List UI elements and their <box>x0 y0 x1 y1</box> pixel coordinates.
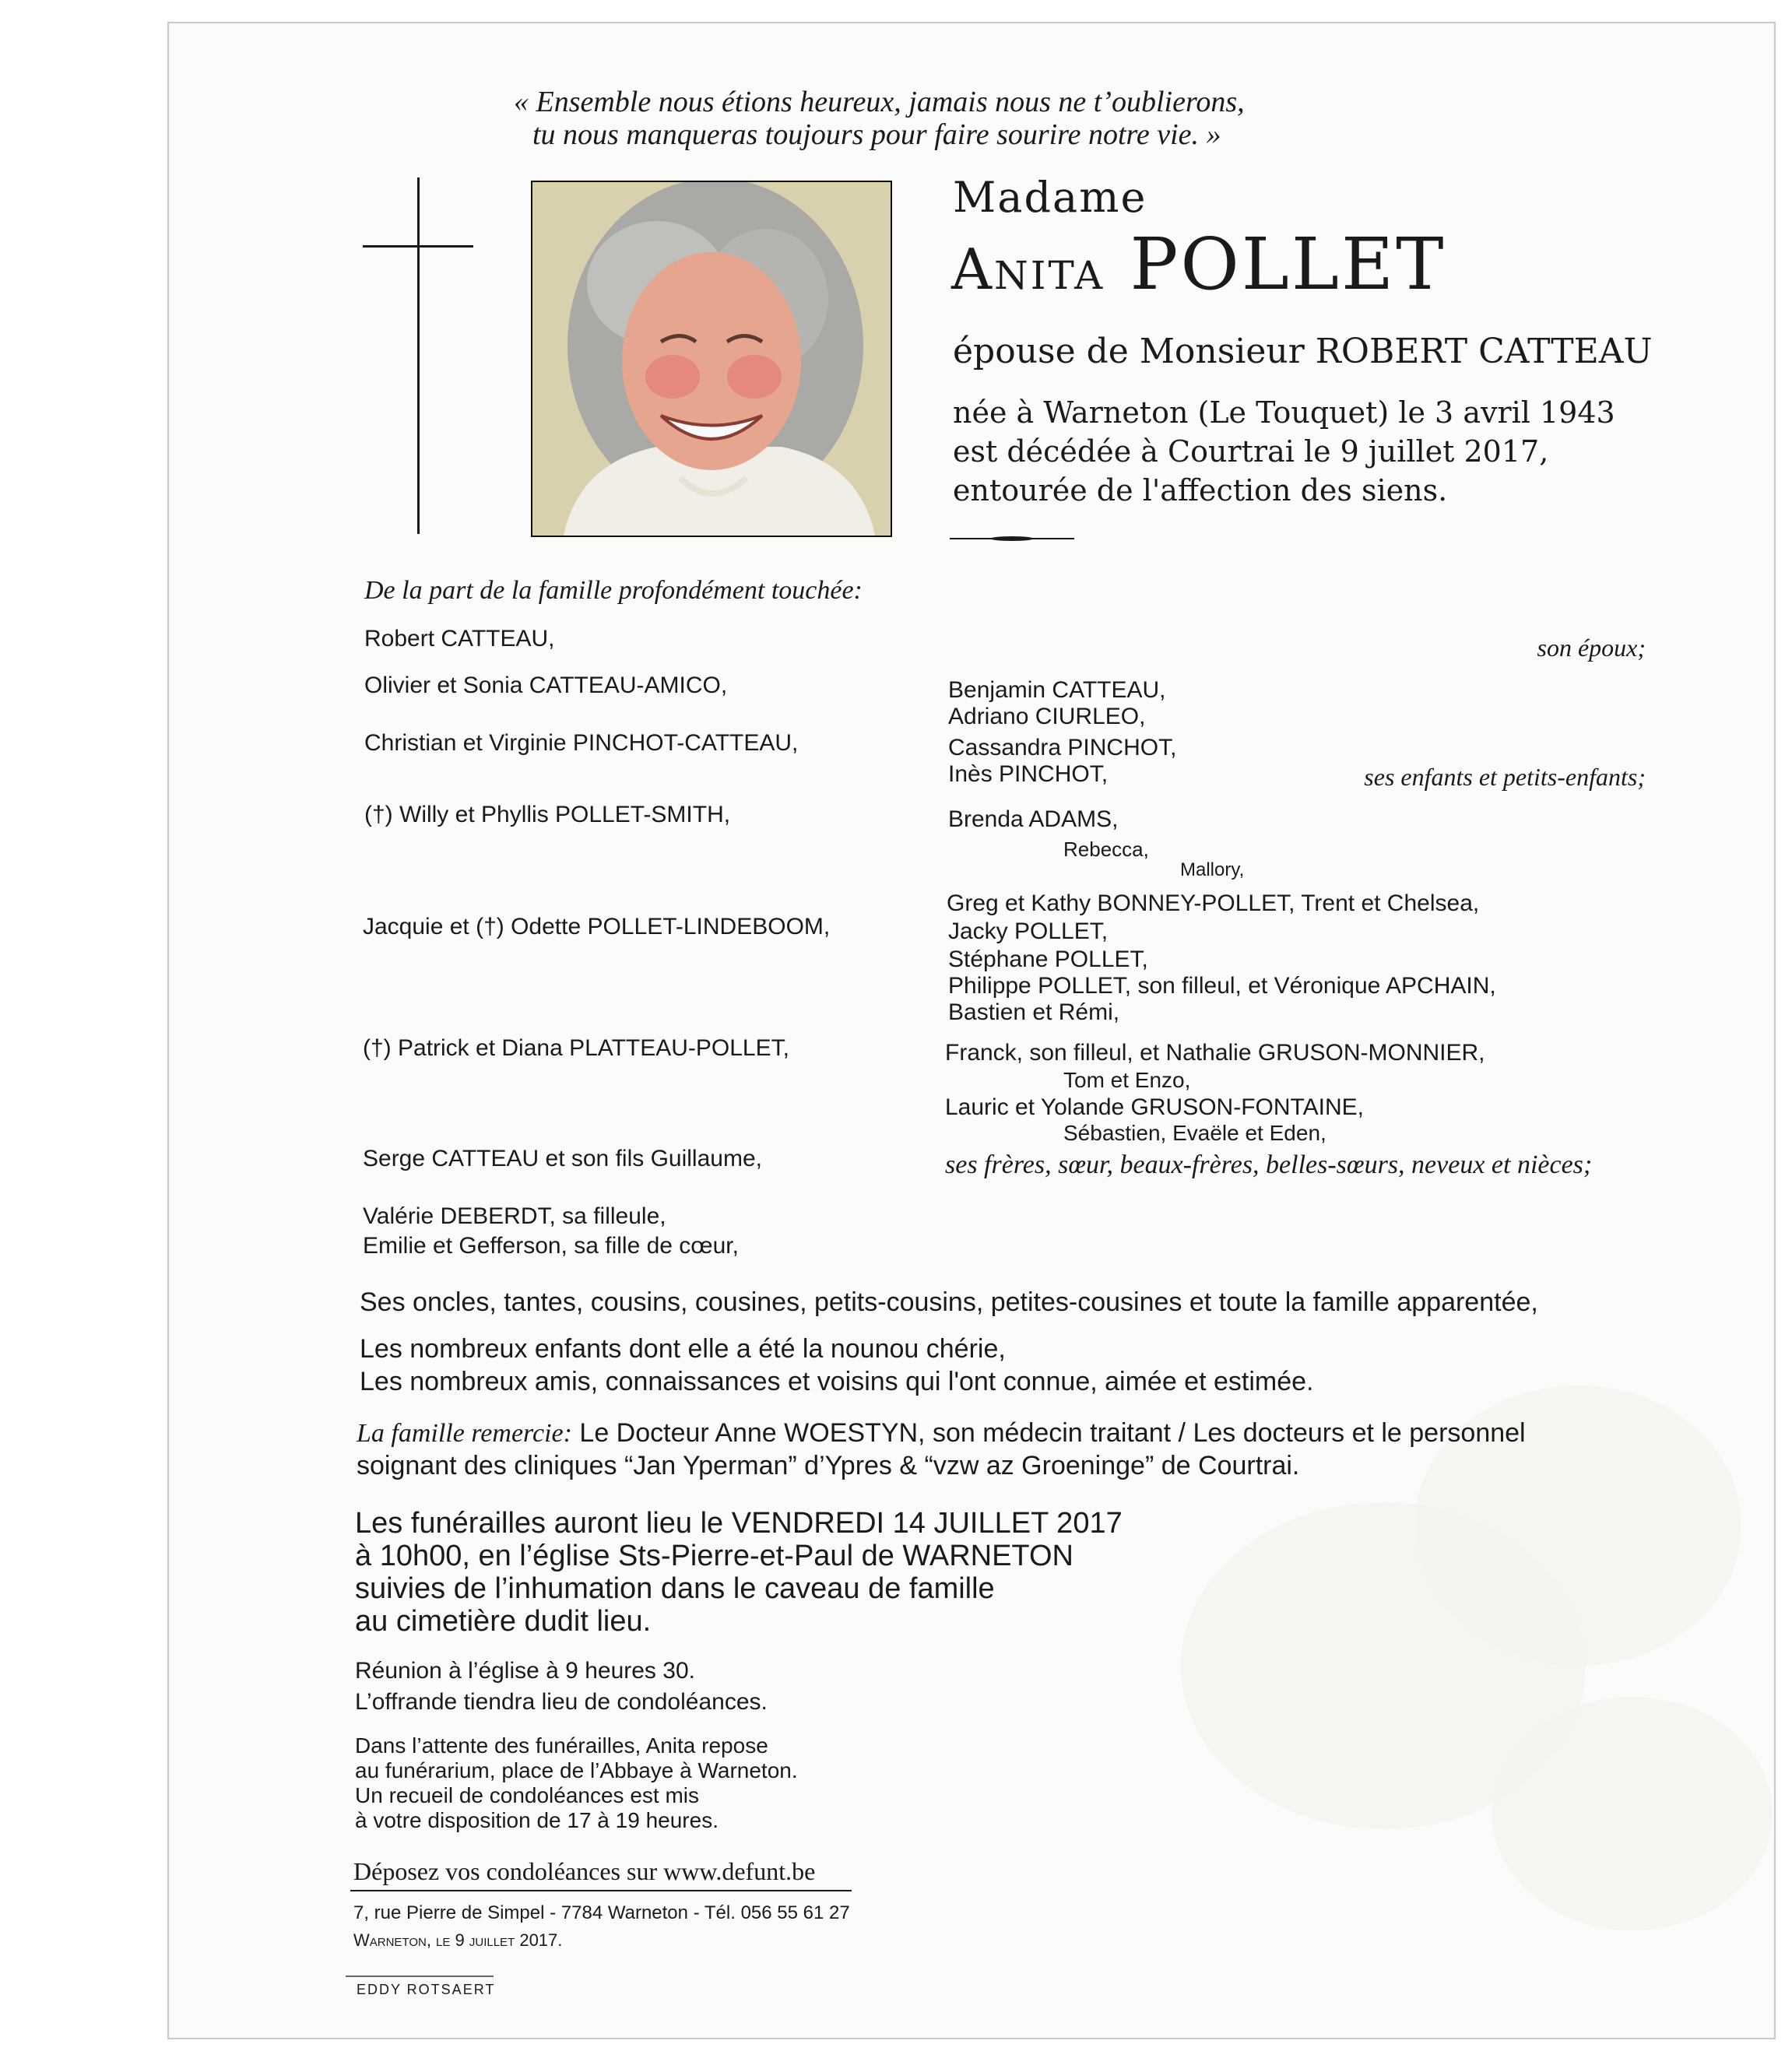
funeral-line-1: Les funérailles auront lieu le VENDREDI 14 JUILLET 2017 <box>355 1507 1123 1540</box>
family-right-item: Philippe POLLET, son filleul, et Véronique APCHAIN, <box>948 973 1496 999</box>
spouse-line: épouse de Monsieur ROBERT CATTEAU <box>953 332 1653 371</box>
family-right-item: Franck, son filleul, et Nathalie GRUSON-MONNIER, <box>945 1040 1485 1066</box>
funeral-line-4: au cimetière dudit lieu. <box>355 1605 652 1638</box>
repose-line-4: à votre disposition de 17 à 19 heures. <box>355 1808 719 1832</box>
born-line: née à Warneton (Le Touquet) le 3 avril 1943 <box>953 395 1615 430</box>
thanks-label: La famille remercie: <box>357 1419 572 1448</box>
signature-rule <box>346 1975 494 1977</box>
extended-family: Ses oncles, tantes, cousins, cousines, petits-cousins, petites-cousines et toute la famille apparentée, <box>360 1287 1538 1317</box>
last-name: POLLET <box>1130 223 1446 306</box>
family-left-item: Olivier et Sonia CATTEAU-AMICO, <box>364 673 728 698</box>
family-right-item: Bastien et Rémi, <box>948 999 1120 1025</box>
family-right-item: Mallory, <box>1180 859 1245 880</box>
family-left-item: Christian et Virginie PINCHOT-CATTEAU, <box>364 730 799 756</box>
family-right-item: Adriano CIURLEO, <box>948 704 1146 729</box>
family-right-item: Lauric et Yolande GRUSON-FONTAINE, <box>945 1094 1364 1120</box>
funeral-home-address: 7, rue Pierre de Simpel - 7784 Warneton - Tél. 056 55 61 27 <box>353 1902 850 1923</box>
quote-line-1: « Ensemble nous étions heureux, jamais nous ne t’oublierons, <box>514 86 1245 118</box>
repose-line-3: Un recueil de condoléances est mis <box>355 1783 700 1807</box>
thanks-line-2: soignant des cliniques “Jan Yperman” d’Ypres & “vzw az Groeninge” de Courtrai. <box>357 1451 1300 1480</box>
surrounded-line: entourée de l'affection des siens. <box>953 473 1448 507</box>
family-right-item: Rebecca, <box>1063 838 1149 861</box>
family-right-item: Greg et Kathy BONNEY-POLLET, Trent et Chelsea, <box>947 890 1480 916</box>
ornament-divider <box>950 536 1074 542</box>
first-name: Anita <box>951 237 1105 302</box>
friends-line: Les nombreux amis, connaissances et voisins qui l'ont connue, aimée et estimée. <box>360 1367 1314 1396</box>
died-line: est décédée à Courtrai le 9 juillet 2017, <box>953 434 1549 469</box>
family-left-item: (†) Willy et Phyllis POLLET-SMITH, <box>364 802 731 827</box>
thanks-text-1: Le Docteur Anne WOESTYN, son médecin traitant / Les docteurs et le personnel <box>579 1418 1526 1448</box>
family-right-item: Benjamin CATTEAU, <box>948 677 1166 703</box>
deceased-name <box>951 223 1446 306</box>
role-spouse: son époux; <box>1537 634 1646 662</box>
title-madame: Madame <box>953 173 1147 222</box>
condolences-link[interactable]: Déposez vos condoléances sur www.defunt.be <box>353 1857 816 1885</box>
place-date: Warneton, le 9 juillet 2017. <box>353 1930 563 1950</box>
offering-line: L’offrande tiendra lieu de condoléances. <box>355 1689 768 1715</box>
nounou-children: Les nombreux enfants dont elle a été la nounou chérie, <box>360 1334 1006 1364</box>
family-intro: De la part de la famille profondément touchée: <box>364 576 863 605</box>
family-right-item: Jacky POLLET, <box>948 918 1109 944</box>
quote-line-2: tu nous manqueras toujours pour faire sourire notre vie. » <box>532 118 1221 151</box>
family-left-item: Emilie et Gefferson, sa fille de cœur, <box>363 1233 739 1259</box>
family-left-item: Robert CATTEAU, <box>364 626 555 651</box>
thanks-line-1 <box>357 1417 1526 1450</box>
repose-line-1: Dans l’attente des funérailles, Anita repose <box>355 1733 768 1758</box>
family-right-item: Stéphane POLLET, <box>948 946 1148 972</box>
family-left-item: (†) Patrick et Diana PLATTEAU-POLLET, <box>363 1035 789 1061</box>
funeral-line-2: à 10h00, en l’église Sts-Pierre-et-Paul de WARNETON <box>355 1540 1073 1572</box>
meeting-line: Réunion à l’église à 9 heures 30. <box>355 1658 695 1684</box>
family-right-item: Cassandra PINCHOT, <box>948 735 1177 760</box>
family-right-item: Tom et Enzo, <box>1063 1068 1191 1092</box>
family-right-item: Inès PINCHOT, <box>948 761 1109 787</box>
funeral-line-3: suivies de l’inhumation dans le caveau de famille <box>355 1572 995 1605</box>
family-left-item: Valérie DEBERDT, sa filleule, <box>363 1203 666 1229</box>
role-siblings: ses frères, sœur, beaux-frères, belles-sœurs, neveux et nièces; <box>945 1150 1593 1179</box>
family-left-item: Jacquie et (†) Odette POLLET-LINDEBOOM, <box>363 914 831 939</box>
family-right-item: Sébastien, Evaële et Eden, <box>1063 1121 1326 1145</box>
role-children: ses enfants et petits-enfants; <box>1364 763 1646 791</box>
signature: EDDY ROTSAERT <box>357 1982 496 1997</box>
repose-line-2: au funérarium, place de l’Abbaye à Warneton. <box>355 1758 798 1782</box>
family-right-item: Brenda ADAMS, <box>948 806 1119 832</box>
condolences-underline <box>350 1890 852 1891</box>
family-left-item: Serge CATTEAU et son fils Guillaume, <box>363 1146 762 1171</box>
portrait-photo <box>531 181 892 537</box>
flower-watermark <box>1492 1697 1773 1930</box>
